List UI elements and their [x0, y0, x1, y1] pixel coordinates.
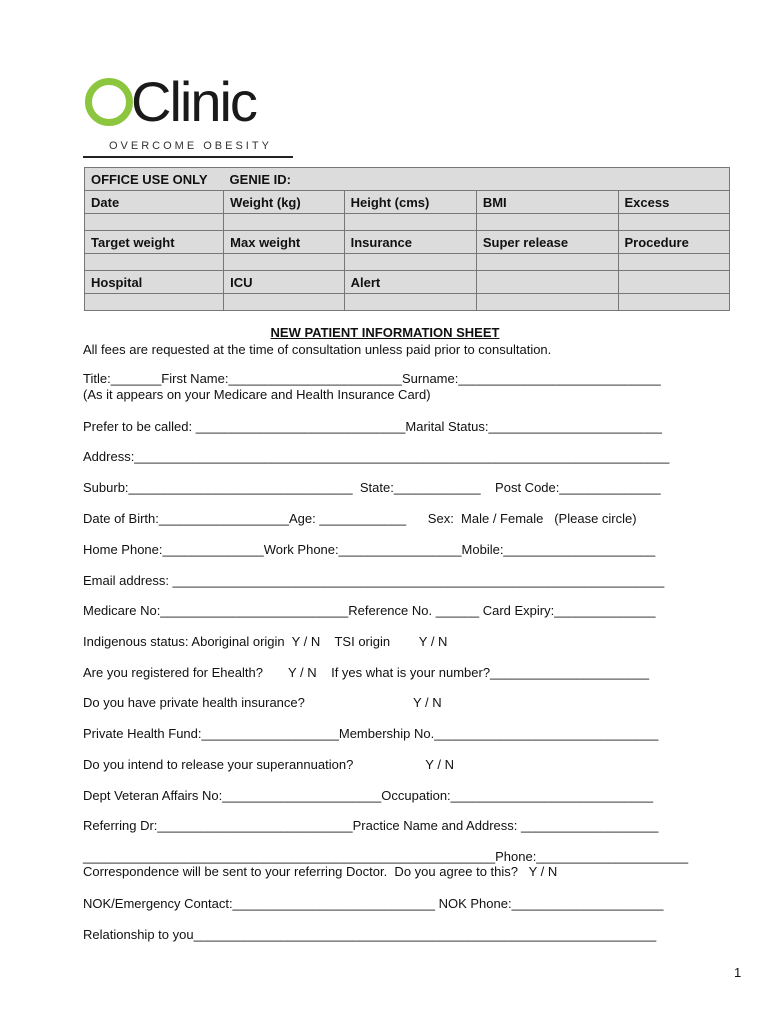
office-entry-cell[interactable] [476, 294, 618, 311]
office-header-cell [85, 168, 730, 191]
logo-wordmark: Clinic [131, 70, 256, 133]
office-cell: Target weight [85, 231, 224, 254]
superannuation-line[interactable]: Do you intend to release your superannuation? Y / N [83, 757, 454, 772]
office-entry-row-2 [85, 254, 730, 271]
office-entry-cell[interactable] [618, 214, 730, 231]
office-cell: ICU [224, 271, 344, 294]
indigenous-line[interactable]: Indigenous status: Aboriginal origin Y / N TSI origin Y / N [83, 634, 448, 649]
office-use-table [84, 167, 730, 311]
office-entry-cell[interactable] [476, 254, 618, 271]
medicare-line[interactable]: Medicare No:__________________________Reference No. ______ Card Expiry:______________ [83, 603, 656, 618]
genie-id-label: GENIE ID: [229, 171, 291, 187]
ehealth-line[interactable]: Are you registered for Ehealth? Y / N If yes what is your number?______________________ [83, 665, 650, 680]
office-entry-cell[interactable] [344, 294, 476, 311]
address-line[interactable]: Address:__________________________________________________________________________ [83, 449, 670, 464]
office-cell: BMI [476, 191, 618, 214]
office-cell [618, 271, 730, 294]
page-number: 1 [734, 965, 742, 980]
office-cell: Excess [618, 191, 730, 214]
logo-tagline: OVERCOME OBESITY [109, 140, 272, 152]
email-line[interactable]: Email address: ____________________________________________________________________ [83, 573, 665, 588]
name-note: (As it appears on your Medicare and Health Insurance Card) [83, 387, 431, 402]
office-entry-cell[interactable] [85, 254, 224, 271]
office-entry-cell[interactable] [224, 254, 344, 271]
office-cell: Date [85, 191, 224, 214]
office-entry-cell[interactable] [618, 254, 730, 271]
prefer-line[interactable]: Prefer to be called: _____________________________Marital Status:________________________ [83, 419, 663, 434]
phones-line[interactable]: Home Phone:______________Work Phone:_________________Mobile:_____________________ [83, 542, 656, 557]
referring-line[interactable]: Referring Dr:___________________________Practice Name and Address: ___________________ [83, 818, 659, 833]
office-entry-cell[interactable] [344, 214, 476, 231]
nok-line[interactable]: NOK/Emergency Contact:____________________________ NOK Phone:_____________________ [83, 896, 664, 911]
correspondence-line[interactable]: Correspondence will be sent to your referring Doctor. Do you agree to this? Y / N [83, 864, 558, 879]
office-row-2 [85, 231, 730, 254]
office-entry-row-3 [85, 294, 730, 311]
office-cell: Weight (kg) [224, 191, 344, 214]
office-header-row [85, 168, 730, 191]
office-cell: Insurance [344, 231, 476, 254]
office-cell: Alert [344, 271, 476, 294]
office-entry-row-1 [85, 214, 730, 231]
office-cell: Procedure [618, 231, 730, 254]
logo-ring-icon [85, 78, 133, 126]
practice-phone-line[interactable]: _________________________________________________________Phone:_____________________ [83, 849, 689, 864]
office-entry-cell[interactable] [344, 254, 476, 271]
suburb-line[interactable]: Suburb:_______________________________ State:____________ Post Code:______________ [83, 480, 661, 495]
clinic-logo [83, 70, 295, 162]
private-insurance-line[interactable]: Do you have private health insurance? Y / N [83, 695, 442, 710]
dob-line[interactable]: Date of Birth:__________________Age: ____________ Sex: Male / Female (Please circle) [83, 511, 637, 526]
logo-underline [83, 156, 293, 158]
office-cell: Super release [476, 231, 618, 254]
name-line[interactable]: Title:_______First Name:________________________Surname:____________________________ [83, 371, 661, 386]
dva-line[interactable]: Dept Veteran Affairs No:______________________Occupation:____________________________ [83, 788, 654, 803]
office-entry-cell[interactable] [85, 294, 224, 311]
office-row-1 [85, 191, 730, 214]
health-fund-line[interactable]: Private Health Fund:___________________Membership No._______________________________ [83, 726, 659, 741]
office-row-3 [85, 271, 730, 294]
office-use-label: OFFICE USE ONLY [91, 171, 208, 187]
office-cell [476, 271, 618, 294]
office-cell: Height (cms) [344, 191, 476, 214]
office-entry-cell[interactable] [476, 214, 618, 231]
sheet-title: NEW PATIENT INFORMATION SHEET [270, 325, 500, 340]
office-entry-cell[interactable] [224, 214, 344, 231]
relationship-line[interactable]: Relationship to you________________________________________________________________ [83, 927, 657, 942]
office-cell: Max weight [224, 231, 344, 254]
office-entry-cell[interactable] [224, 294, 344, 311]
fees-notice: All fees are requested at the time of consultation unless paid prior to consultation. [83, 342, 552, 357]
office-entry-cell[interactable] [85, 214, 224, 231]
office-cell: Hospital [85, 271, 224, 294]
office-entry-cell[interactable] [618, 294, 730, 311]
